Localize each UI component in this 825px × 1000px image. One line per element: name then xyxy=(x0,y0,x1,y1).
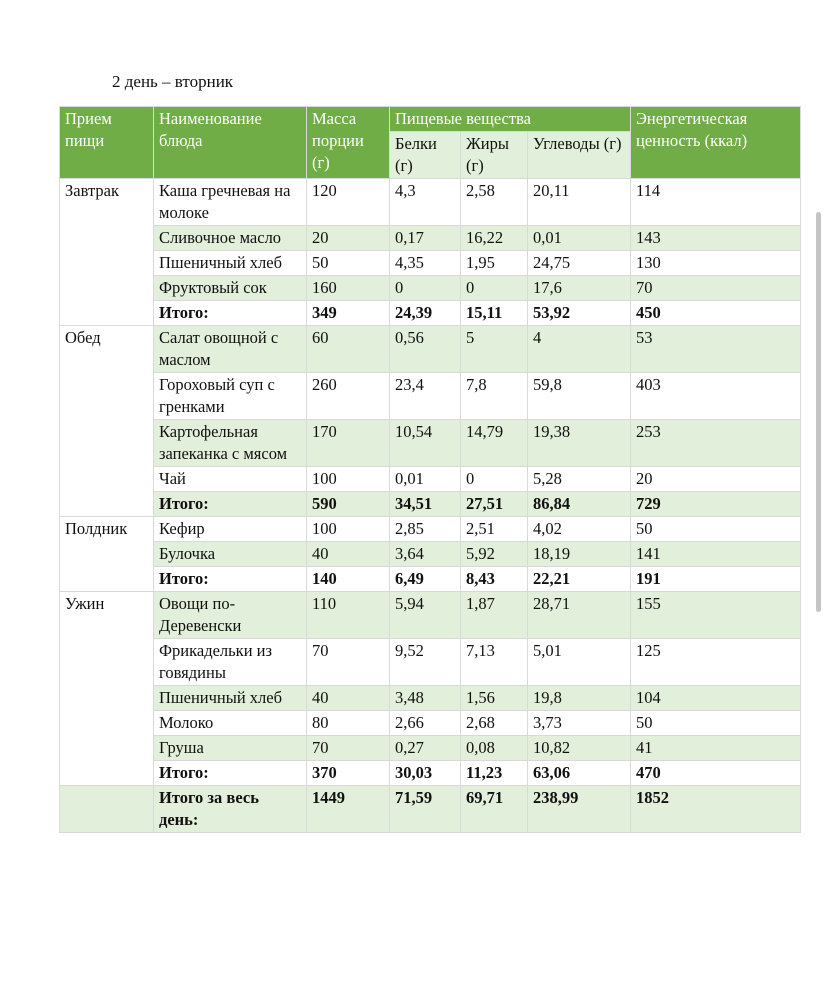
mass-cell: 20 xyxy=(307,226,390,251)
subtotal-label: Итого: xyxy=(154,567,307,592)
fat-cell: 16,22 xyxy=(461,226,528,251)
carbs-cell: 17,6 xyxy=(528,276,631,301)
dish-name: Гороховый суп с гренками xyxy=(154,373,307,420)
subtotal-row xyxy=(60,301,801,326)
mass-cell: 110 xyxy=(307,592,390,639)
grand-total-empty xyxy=(60,786,154,833)
table-row xyxy=(60,276,801,301)
table-row xyxy=(60,736,801,761)
mass-cell: 40 xyxy=(307,686,390,711)
protein-cell: 5,94 xyxy=(390,592,461,639)
fat-cell: 14,79 xyxy=(461,420,528,467)
subtotal-carbs: 53,92 xyxy=(528,301,631,326)
subtotal-mass: 349 xyxy=(307,301,390,326)
header-nutrients: Пищевые вещества xyxy=(390,107,631,132)
grand-total-carbs: 238,99 xyxy=(528,786,631,833)
subtotal-energy: 191 xyxy=(631,567,801,592)
table-row xyxy=(60,179,801,226)
fat-cell: 5,92 xyxy=(461,542,528,567)
energy-cell: 253 xyxy=(631,420,801,467)
subtotal-protein: 6,49 xyxy=(390,567,461,592)
fat-cell: 1,95 xyxy=(461,251,528,276)
carbs-cell: 4,02 xyxy=(528,517,631,542)
dish-name: Пшеничный хлеб xyxy=(154,686,307,711)
meal-name: Полдник xyxy=(60,517,154,592)
carbs-cell: 10,82 xyxy=(528,736,631,761)
subtotal-row xyxy=(60,492,801,517)
grand-total-fat: 69,71 xyxy=(461,786,528,833)
carbs-cell: 28,71 xyxy=(528,592,631,639)
subtotal-carbs: 86,84 xyxy=(528,492,631,517)
energy-cell: 155 xyxy=(631,592,801,639)
protein-cell: 9,52 xyxy=(390,639,461,686)
protein-cell: 2,85 xyxy=(390,517,461,542)
energy-cell: 104 xyxy=(631,686,801,711)
protein-cell: 4,3 xyxy=(390,179,461,226)
fat-cell: 7,13 xyxy=(461,639,528,686)
subtotal-mass: 140 xyxy=(307,567,390,592)
dish-name: Картофельная запеканка с мясом xyxy=(154,420,307,467)
dish-name: Сливочное масло xyxy=(154,226,307,251)
fat-cell: 1,56 xyxy=(461,686,528,711)
mass-cell: 40 xyxy=(307,542,390,567)
dish-name: Кефир xyxy=(154,517,307,542)
table-row xyxy=(60,711,801,736)
protein-cell: 10,54 xyxy=(390,420,461,467)
subtotal-label: Итого: xyxy=(154,301,307,326)
energy-cell: 130 xyxy=(631,251,801,276)
header-energy: Энергетическая ценность (ккал) xyxy=(631,107,801,179)
fat-cell: 0,08 xyxy=(461,736,528,761)
carbs-cell: 59,8 xyxy=(528,373,631,420)
table-row xyxy=(60,639,801,686)
table-body xyxy=(60,179,801,833)
scrollbar[interactable] xyxy=(816,212,821,612)
fat-cell: 7,8 xyxy=(461,373,528,420)
mass-cell: 170 xyxy=(307,420,390,467)
protein-cell: 23,4 xyxy=(390,373,461,420)
energy-cell: 53 xyxy=(631,326,801,373)
grand-total-mass: 1449 xyxy=(307,786,390,833)
table-row xyxy=(60,467,801,492)
protein-cell: 4,35 xyxy=(390,251,461,276)
table-row xyxy=(60,326,801,373)
fat-cell: 2,58 xyxy=(461,179,528,226)
carbs-cell: 20,11 xyxy=(528,179,631,226)
mass-cell: 60 xyxy=(307,326,390,373)
table-row xyxy=(60,517,801,542)
carbs-cell: 19,38 xyxy=(528,420,631,467)
energy-cell: 41 xyxy=(631,736,801,761)
meal-name: Обед xyxy=(60,326,154,517)
subtotal-energy: 470 xyxy=(631,761,801,786)
subtotal-energy: 729 xyxy=(631,492,801,517)
dish-name: Булочка xyxy=(154,542,307,567)
energy-cell: 143 xyxy=(631,226,801,251)
dish-name: Груша xyxy=(154,736,307,761)
mass-cell: 80 xyxy=(307,711,390,736)
mass-cell: 260 xyxy=(307,373,390,420)
subtotal-protein: 34,51 xyxy=(390,492,461,517)
subtotal-energy: 450 xyxy=(631,301,801,326)
carbs-cell: 18,19 xyxy=(528,542,631,567)
fat-cell: 0 xyxy=(461,276,528,301)
dish-name: Молоко xyxy=(154,711,307,736)
page-title: 2 день – вторник xyxy=(112,72,234,91)
table-row xyxy=(60,251,801,276)
energy-cell: 50 xyxy=(631,711,801,736)
subtotal-label: Итого: xyxy=(154,492,307,517)
table-header xyxy=(60,107,801,179)
subtotal-row xyxy=(60,567,801,592)
dish-name: Фрикадельки из говядины xyxy=(154,639,307,686)
subtotal-fat: 11,23 xyxy=(461,761,528,786)
grand-total-energy: 1852 xyxy=(631,786,801,833)
table-row xyxy=(60,686,801,711)
protein-cell: 0,27 xyxy=(390,736,461,761)
mass-cell: 70 xyxy=(307,639,390,686)
protein-cell: 0,56 xyxy=(390,326,461,373)
protein-cell: 2,66 xyxy=(390,711,461,736)
mass-cell: 50 xyxy=(307,251,390,276)
table-row xyxy=(60,226,801,251)
fat-cell: 2,51 xyxy=(461,517,528,542)
energy-cell: 141 xyxy=(631,542,801,567)
protein-cell: 0,17 xyxy=(390,226,461,251)
subtotal-carbs: 22,21 xyxy=(528,567,631,592)
dish-name: Салат овощной с маслом xyxy=(154,326,307,373)
header-meal: Прием пищи xyxy=(60,107,154,179)
header-fat: Жиры (г) xyxy=(461,132,528,179)
subtotal-row xyxy=(60,761,801,786)
meal-name: Ужин xyxy=(60,592,154,786)
energy-cell: 20 xyxy=(631,467,801,492)
carbs-cell: 24,75 xyxy=(528,251,631,276)
grand-total-protein: 71,59 xyxy=(390,786,461,833)
subtotal-carbs: 63,06 xyxy=(528,761,631,786)
mass-cell: 120 xyxy=(307,179,390,226)
carbs-cell: 19,8 xyxy=(528,686,631,711)
dish-name: Пшеничный хлеб xyxy=(154,251,307,276)
subtotal-protein: 30,03 xyxy=(390,761,461,786)
protein-cell: 3,48 xyxy=(390,686,461,711)
nutrition-table xyxy=(59,106,801,833)
subtotal-label: Итого: xyxy=(154,761,307,786)
header-carbs: Углеводы (г) xyxy=(528,132,631,179)
table-row xyxy=(60,592,801,639)
fat-cell: 5 xyxy=(461,326,528,373)
dish-name: Чай xyxy=(154,467,307,492)
protein-cell: 0 xyxy=(390,276,461,301)
energy-cell: 70 xyxy=(631,276,801,301)
subtotal-fat: 8,43 xyxy=(461,567,528,592)
dish-name: Фруктовый сок xyxy=(154,276,307,301)
fat-cell: 2,68 xyxy=(461,711,528,736)
subtotal-protein: 24,39 xyxy=(390,301,461,326)
carbs-cell: 4 xyxy=(528,326,631,373)
subtotal-fat: 27,51 xyxy=(461,492,528,517)
protein-cell: 3,64 xyxy=(390,542,461,567)
mass-cell: 100 xyxy=(307,467,390,492)
header-mass: Масса порции (г) xyxy=(307,107,390,179)
grand-total-label: Итого за весь день: xyxy=(154,786,307,833)
energy-cell: 403 xyxy=(631,373,801,420)
carbs-cell: 0,01 xyxy=(528,226,631,251)
protein-cell: 0,01 xyxy=(390,467,461,492)
table-row xyxy=(60,373,801,420)
dish-name: Овощи по-Деревенски xyxy=(154,592,307,639)
energy-cell: 114 xyxy=(631,179,801,226)
table-row xyxy=(60,420,801,467)
subtotal-fat: 15,11 xyxy=(461,301,528,326)
fat-cell: 1,87 xyxy=(461,592,528,639)
mass-cell: 70 xyxy=(307,736,390,761)
header-dish: Наименование блюда xyxy=(154,107,307,179)
energy-cell: 50 xyxy=(631,517,801,542)
meal-name: Завтрак xyxy=(60,179,154,326)
fat-cell: 0 xyxy=(461,467,528,492)
mass-cell: 160 xyxy=(307,276,390,301)
header-protein: Белки (г) xyxy=(390,132,461,179)
energy-cell: 125 xyxy=(631,639,801,686)
mass-cell: 100 xyxy=(307,517,390,542)
table-row xyxy=(60,542,801,567)
dish-name: Каша гречневая на молоке xyxy=(154,179,307,226)
carbs-cell: 3,73 xyxy=(528,711,631,736)
carbs-cell: 5,28 xyxy=(528,467,631,492)
subtotal-mass: 590 xyxy=(307,492,390,517)
subtotal-mass: 370 xyxy=(307,761,390,786)
grand-total-row xyxy=(60,786,801,833)
carbs-cell: 5,01 xyxy=(528,639,631,686)
